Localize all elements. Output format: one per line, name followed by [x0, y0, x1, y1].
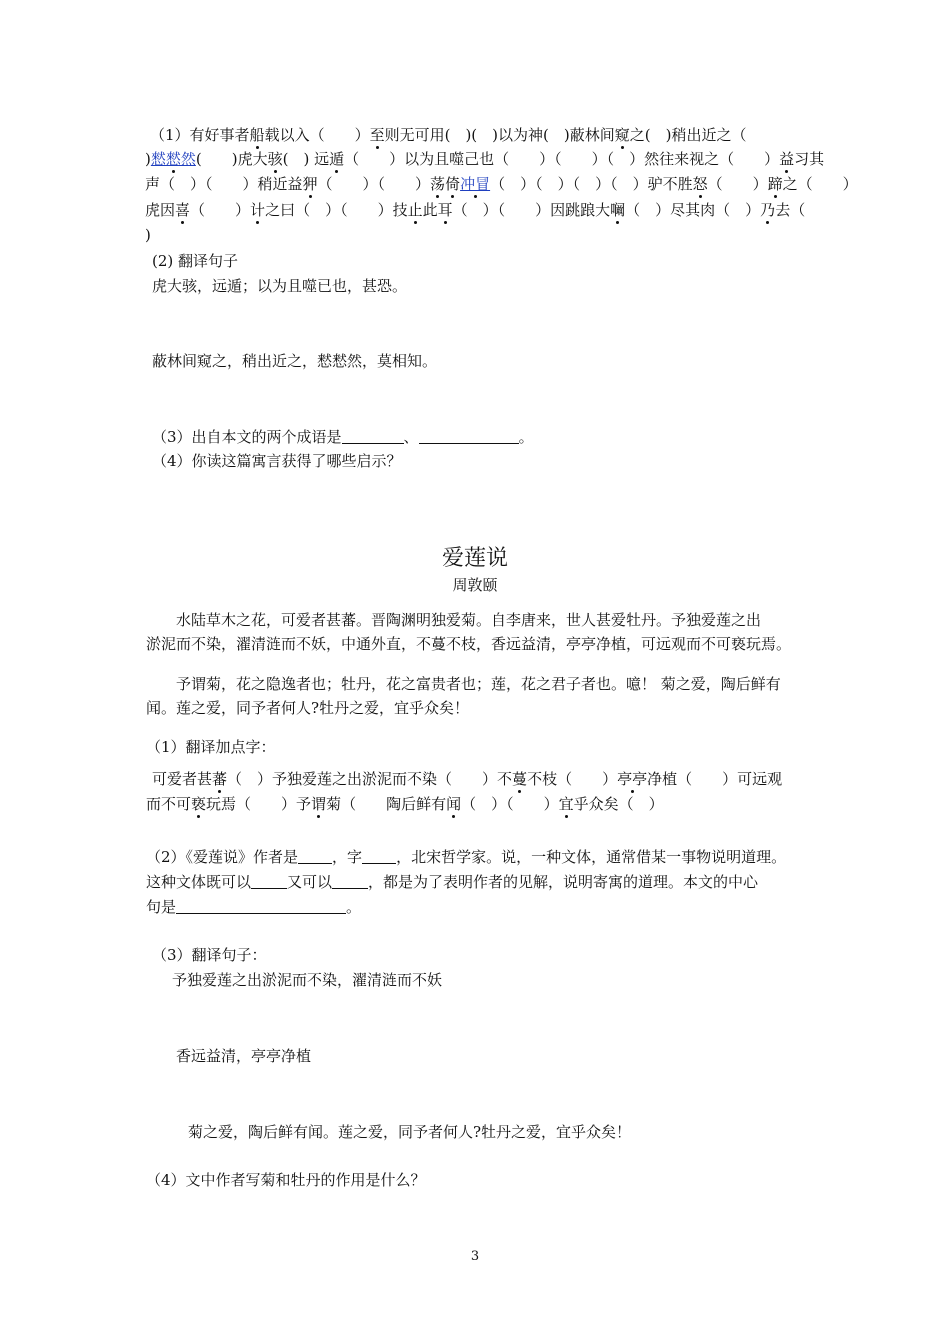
essay-title: 爱莲说 — [441, 546, 508, 571]
essay-paragraph-2-cont: 闻。莲之爱，同予者何人?牡丹之爱，宜乎众矣！ — [146, 699, 470, 717]
essay-q3-heading: （3）翻译句子： — [152, 946, 267, 964]
answer-blank[interactable] — [362, 847, 396, 864]
q1-text: （1）有好事者 — [150, 126, 250, 144]
dotted-char: 狎 — [302, 175, 318, 193]
dotted-char: 喜 — [175, 201, 191, 219]
q-text: 玩焉（ ）予 — [206, 795, 312, 813]
q2-sentence-1: 虎大骇，远遁；以为且噬已也，甚恐。 — [152, 277, 408, 295]
essay-q3-sentence-2: 香远益清，亭亭净植 — [176, 1047, 312, 1065]
q-text: 不枝（ ） — [527, 770, 618, 788]
q-text: 净植（ ）可远观 — [647, 770, 783, 788]
q1-text: ( )虎大 — [195, 150, 268, 168]
answer-blank[interactable] — [332, 872, 368, 889]
essay-q2-line-2 — [146, 871, 758, 893]
dotted-char: 闻 — [446, 795, 462, 813]
q-text: 。 — [346, 898, 362, 916]
q2-heading: (2) 翻译句子 — [152, 252, 239, 270]
q1-text: 则无可用( )( )以为神( )蔽林间 — [384, 126, 615, 144]
q4-line: （4）你读这篇寓言获得了哪些启示？ — [152, 452, 402, 470]
dotted-char: 耳 — [437, 201, 453, 219]
dotted-char: 㘎 — [610, 201, 626, 219]
q2-sentence-2: 蔽林间窥之，稍出近之，慭慭然，莫相知。 — [152, 352, 438, 370]
answer-blank[interactable] — [298, 847, 332, 864]
page-number: 3 — [470, 1249, 480, 1264]
dotted-char: 骇 — [267, 150, 283, 168]
essay-q1-line-1 — [152, 768, 782, 790]
q-text: ，字 — [332, 848, 363, 866]
essay-author: 周敦颐 — [452, 576, 498, 594]
q1-text: 之（ ） — [782, 175, 858, 193]
q1-line-1 — [150, 124, 746, 146]
dotted-char: 亭亭 — [617, 770, 648, 788]
q3-text: 。 — [518, 428, 534, 446]
q1-line-2 — [145, 148, 824, 170]
q-text: （ ）（ ） — [461, 795, 559, 813]
essay-q2-line-3 — [146, 896, 361, 918]
q-text: 这种文体既可以 — [146, 873, 252, 891]
q3-line — [152, 426, 534, 448]
q1-text: （ ）（ ）（ ）（ ）驴不胜 — [490, 175, 693, 193]
dotted-char: 至 — [369, 126, 385, 144]
essay-q2-line-1 — [146, 846, 786, 868]
dotted-char: 荡 — [430, 175, 446, 193]
q1-text: ) — [145, 150, 151, 168]
dotted-char: 倚 — [445, 175, 461, 193]
essay-q1-heading: （1）翻译加点字： — [146, 738, 276, 756]
q1-text: （ ）（ ）因跳踉大 — [452, 201, 611, 219]
q1-text: 习其 — [794, 150, 825, 168]
dotted-char: 亵 — [191, 795, 207, 813]
answer-blank[interactable] — [176, 897, 346, 914]
essay-q3-sentence-1: 予独爱莲之出淤泥而不染，濯清涟而不妖 — [172, 971, 443, 989]
q-text: 可爱者甚 — [152, 770, 213, 788]
q3-text: 、 — [403, 428, 419, 446]
q-text: 而不可 — [146, 795, 192, 813]
dotted-char: 益 — [779, 150, 795, 168]
essay-paragraph-1: 水陆草木之花，可爱者甚蕃。晋陶渊明独爱菊。自李唐来，世人甚爱牡丹。予独爱莲之出 — [176, 611, 762, 629]
q1-text: ( ) 远 — [282, 150, 330, 168]
dotted-char: 船 — [249, 126, 265, 144]
q-text: （2）《爱莲说》作者是 — [146, 848, 299, 866]
dotted-char: 谓 — [311, 795, 327, 813]
dotted-link[interactable]: 冲冒 — [460, 175, 491, 193]
dotted-char: 窥 — [614, 126, 630, 144]
essay-paragraph-1-cont: 淤泥而不染，濯清涟而不妖，中通外直，不蔓不枝，香远益清，亭亭净植，可远观而不可亵玩焉。 — [146, 635, 792, 653]
q-text: （ ）予独爱莲之出淤泥而不染（ ）不 — [227, 770, 513, 788]
q1-text: 去（ — [775, 201, 806, 219]
dotted-char: 止 — [407, 201, 423, 219]
q1-text: （ ）尽其肉（ ） — [625, 201, 761, 219]
q-text: ，都是为了表明作者的见解，说明寄寓的道理。本文的中心 — [368, 873, 759, 891]
q-text: 乎众矣（ ） — [573, 795, 664, 813]
q1-text: 虎因 — [145, 201, 176, 219]
dotted-char: 乃 — [760, 201, 776, 219]
q1-text: （ ） — [190, 201, 251, 219]
essay-paragraph-2: 予谓菊，花之隐逸者也；牡丹，花之富贵者也；莲，花之君子者也。噫！ 菊之爱，陶后鲜有 — [176, 675, 781, 693]
q-text: ，北宋哲学家。说，一种文体，通常借某一事物说明道理。 — [396, 848, 787, 866]
q1-text: 载以入（ ） — [264, 126, 370, 144]
essay-q4: （4）文中作者写菊和牡丹的作用是什么？ — [146, 1171, 426, 1189]
q1-text: 此 — [422, 201, 438, 219]
q1-line-3 — [145, 173, 858, 195]
q3-text: （3）出自本文的两个成语是 — [152, 428, 342, 446]
dotted-char: 宜 — [558, 795, 574, 813]
essay-q1-line-2 — [146, 793, 664, 815]
q-text: 又可以 — [287, 873, 333, 891]
q1-text: 之( )稍出近之（ — [629, 126, 747, 144]
q-text: 菊（ 陶后鲜有 — [326, 795, 447, 813]
q1-text: （ ）（ ） — [317, 175, 431, 193]
q1-text: 之曰（ ）（ ）技 — [265, 201, 408, 219]
q1-text: （ ）以为且噬己也（ ）（ ）（ ）然往来视之（ ） — [344, 150, 780, 168]
q1-line-4 — [145, 199, 805, 221]
dotted-char: 计 — [250, 201, 266, 219]
dotted-char: 遁 — [329, 150, 345, 168]
dotted-link[interactable]: 憖憖然 — [150, 150, 196, 168]
essay-q3-sentence-3: 菊之爱，陶后鲜有闻。莲之爱，同予者何人?牡丹之爱，宜乎众矣！ — [188, 1123, 632, 1141]
dotted-char: 蔓 — [512, 770, 528, 788]
dotted-char: 蕃 — [212, 770, 228, 788]
q-text: 句是 — [146, 898, 177, 916]
q1-text: 声（ ）（ ）稍近益 — [145, 175, 303, 193]
answer-blank[interactable] — [251, 872, 287, 889]
answer-blank[interactable] — [419, 427, 519, 444]
q1-text: （ ） — [707, 175, 768, 193]
answer-blank[interactable] — [342, 427, 404, 444]
dotted-char: 怒 — [692, 175, 708, 193]
dotted-char: 蹄 — [767, 175, 783, 193]
q1-line-5: ) — [145, 226, 151, 244]
